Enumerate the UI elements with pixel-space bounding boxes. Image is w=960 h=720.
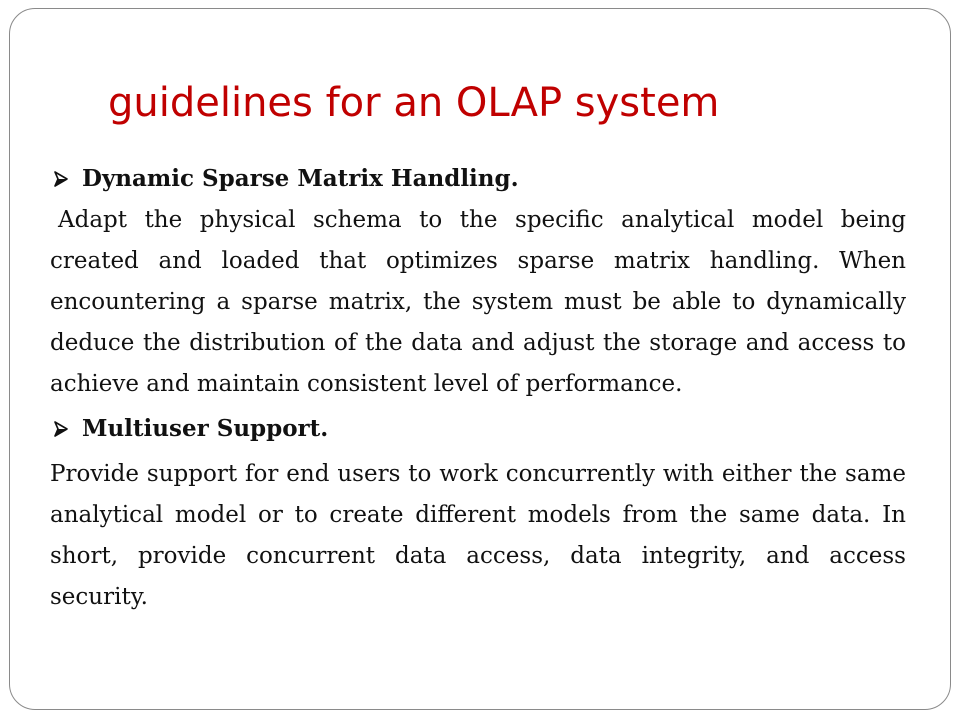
section-heading-sparse-matrix — [50, 158, 906, 200]
slide-content — [50, 158, 906, 618]
section-body-multiuser: Provide support for end users to work concurrently with either the same analytical model or to create different models from the same data. In short, provide concurrent data access, data integrity, and access security. — [50, 461, 906, 610]
slide-title: guidelines for an OLAP system — [108, 80, 720, 126]
section-heading-label: Dynamic Sparse Matrix Handling. — [82, 165, 519, 192]
section-heading-multiuser — [50, 408, 906, 450]
section-body-sparse-matrix: Adapt the physical schema to the specific analytical model being created and loaded that optimizes sparse matrix handling. When encountering a sparse matrix, the system must be able to dynamically deduce the distribution of the data and adjust the storage and access to achieve and maintain consistent level of performance. — [50, 207, 906, 397]
arrow-bullet-icon — [54, 421, 68, 437]
arrow-bullet-icon — [54, 171, 68, 187]
section-heading-label: Multiuser Support. — [82, 415, 329, 442]
